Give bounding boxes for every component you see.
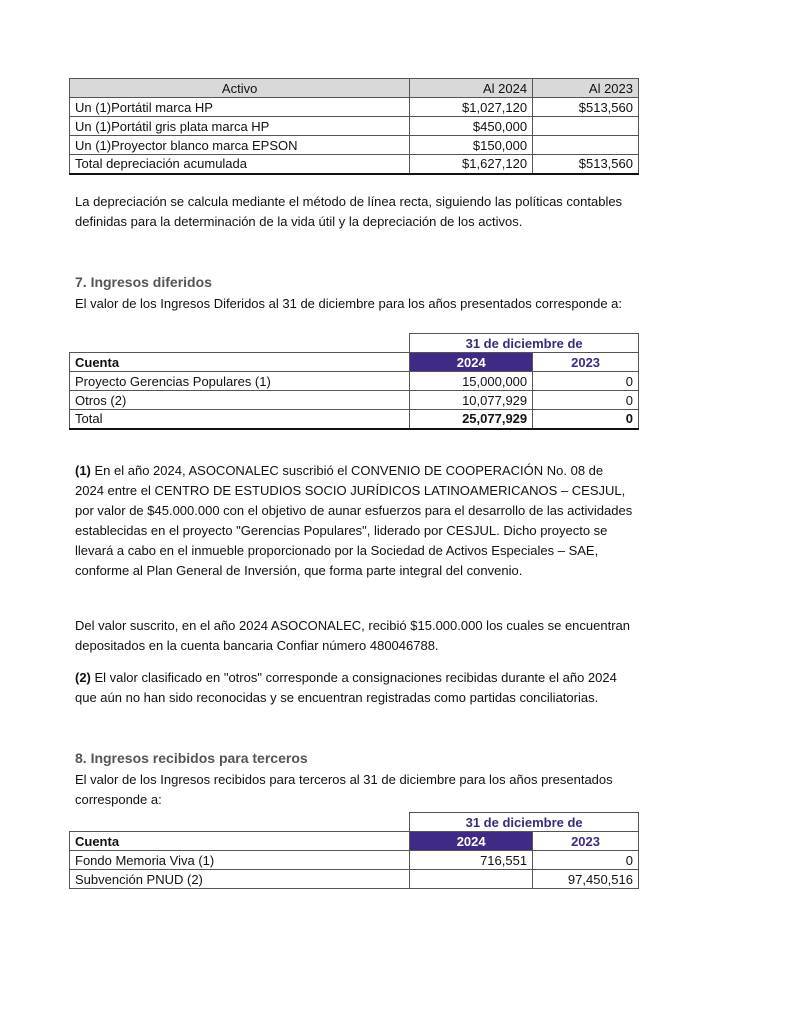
- period-header-row: [70, 334, 639, 353]
- section-7-intro: El valor de los Ingresos Diferidos al 31 de diciembre para los años presentados corresponde a:: [75, 296, 623, 311]
- column-header-row: [70, 353, 639, 372]
- row-value-2023: [533, 136, 639, 155]
- deferred-income-table: [69, 333, 639, 430]
- row-label: Un (1)Portátil gris plata marca HP: [70, 117, 410, 136]
- header-al-2024: Al 2024: [410, 79, 533, 98]
- row-value-2024: $1,027,120: [410, 98, 533, 117]
- section-7-title: 7. Ingresos diferidos: [75, 274, 212, 290]
- row-label: Proyecto Gerencias Populares (1): [70, 372, 410, 391]
- table-row: [70, 117, 639, 136]
- depreciation-paragraph: La depreciación se calcula mediante el método de línea recta, siguiendo las políticas contables definidas para la determinación de la vida útil y la depreciación de los activos.: [75, 194, 623, 229]
- period-header: 31 de diciembre de: [410, 334, 639, 353]
- row-value-2023: 97,450,516: [533, 870, 639, 889]
- total-value-2024: $1,627,120: [410, 155, 533, 174]
- note-2-tag: (2): [75, 670, 91, 685]
- row-value-2023: [533, 117, 639, 136]
- header-cuenta: Cuenta: [70, 832, 410, 851]
- row-label: Un (1)Proyector blanco marca EPSON: [70, 136, 410, 155]
- header-2024: 2024: [410, 353, 533, 372]
- note-1-paragraph-2: Del valor suscrito, en el año 2024 ASOCONALEC, recibió $15.000.000 los cuales se encuentran depositados en la cuenta bancaria Confiar número 480046788.: [75, 618, 630, 653]
- total-label: Total: [70, 410, 410, 429]
- note-2-paragraph: [75, 668, 635, 708]
- row-value-2024: 10,077,929: [410, 391, 533, 410]
- header-activo: Activo: [70, 79, 410, 98]
- row-value-2023: 0: [533, 851, 639, 870]
- note-1-text: En el año 2024, ASOCONALEC suscribió el CONVENIO DE COOPERACIÓN No. 08 de 2024 entre el CENTRO DE ESTUDIOS SOCIO JURÍDICOS LATINOAMERICANOS – CESJUL, por valor de $45.000.000 con el objetivo de aunar esfuerzos para el desarrollo de las actividades establecidas en el proyecto "Gerencias Populares", liderado por CESJUL. Dicho proyecto se llevará a cabo en el inmueble proporcionado por la Sociedad de Activos Especiales – SAE, conforme al Plan General de Inversión, que forma parte integral del convenio.: [75, 463, 633, 578]
- table-row: [70, 98, 639, 117]
- row-label: Fondo Memoria Viva (1): [70, 851, 410, 870]
- row-value-2023: $513,560: [533, 98, 639, 117]
- total-row: [70, 155, 639, 174]
- header-2023: 2023: [533, 353, 639, 372]
- period-header-row: [70, 813, 639, 832]
- row-label: Un (1)Portátil marca HP: [70, 98, 410, 117]
- row-value-2024: $450,000: [410, 117, 533, 136]
- header-2023: 2023: [533, 832, 639, 851]
- table-row: [70, 391, 639, 410]
- row-label: Otros (2): [70, 391, 410, 410]
- row-value-2024: $150,000: [410, 136, 533, 155]
- table-row: [70, 372, 639, 391]
- note-1-tag: (1): [75, 463, 91, 478]
- total-value-2024: 25,077,929: [410, 410, 533, 429]
- table-row: [70, 851, 639, 870]
- row-label: Subvención PNUD (2): [70, 870, 410, 889]
- row-value-2023: 0: [533, 372, 639, 391]
- total-value-2023: 0: [533, 410, 639, 429]
- table-row: [70, 870, 639, 889]
- period-header: 31 de diciembre de: [410, 813, 639, 832]
- table-row: [70, 136, 639, 155]
- section-8-title: 8. Ingresos recibidos para terceros: [75, 750, 308, 766]
- total-value-2023: $513,560: [533, 155, 639, 174]
- row-value-2024: 716,551: [410, 851, 533, 870]
- total-row: [70, 410, 639, 429]
- column-header-row: [70, 832, 639, 851]
- third-party-income-table: [69, 812, 639, 889]
- section-8-intro: El valor de los Ingresos recibidos para terceros al 31 de diciembre para los años presentados corresponde a:: [75, 772, 613, 807]
- header-cuenta: Cuenta: [70, 353, 410, 372]
- row-value-2024: 15,000,000: [410, 372, 533, 391]
- row-value-2024: [410, 870, 533, 889]
- header-al-2023: Al 2023: [533, 79, 639, 98]
- depreciation-table: [69, 78, 639, 175]
- note-2-text: El valor clasificado en "otros" corresponde a consignaciones recibidas durante el año 2024 que aún no han sido reconocidas y se encuentran registradas como partidas conciliatorias.: [75, 670, 617, 705]
- header-2024: 2024: [410, 832, 533, 851]
- note-1-paragraph: [75, 461, 635, 581]
- depreciation-table-header: [70, 79, 639, 98]
- total-label: Total depreciación acumulada: [70, 155, 410, 174]
- row-value-2023: 0: [533, 391, 639, 410]
